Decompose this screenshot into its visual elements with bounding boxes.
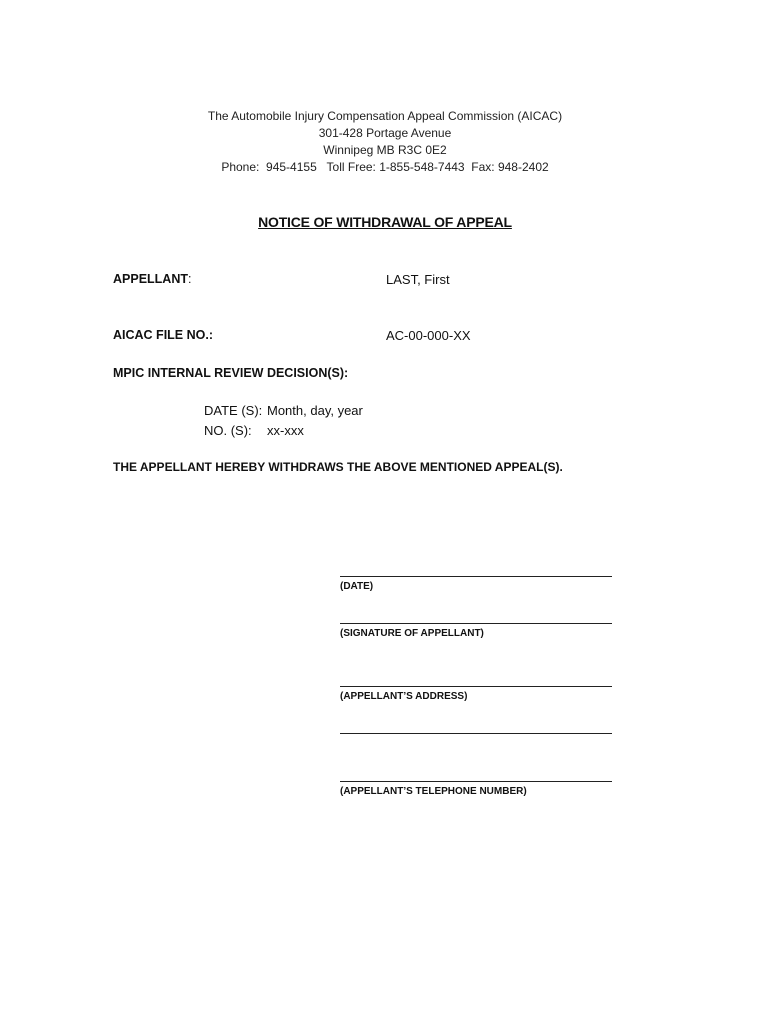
decision-number-key: NO. (S): bbox=[204, 423, 252, 438]
file-number-value: AC-00-000-XX bbox=[386, 328, 471, 343]
decision-date-value: Month, day, year bbox=[267, 403, 363, 418]
signature-line-label: (SIGNATURE OF APPELLANT) bbox=[340, 628, 484, 639]
document-title: NOTICE OF WITHDRAWAL OF APPEAL bbox=[258, 214, 512, 230]
address-second-line bbox=[340, 733, 612, 734]
date-signature-line bbox=[340, 576, 612, 577]
appellant-label bbox=[113, 272, 191, 286]
address-signature-line bbox=[340, 686, 612, 687]
decision-date-line bbox=[204, 403, 363, 418]
date-line-label: (DATE) bbox=[340, 581, 374, 592]
header-street-address: 301-428 Portage Avenue bbox=[318, 126, 452, 140]
header-city-postal: Winnipeg MB R3C 0E2 bbox=[323, 143, 447, 157]
decision-number-value: xx-xxx bbox=[267, 423, 304, 438]
appellant-label-text: APPELLANT bbox=[113, 272, 188, 286]
file-number-label: AICAC FILE NO.: bbox=[113, 328, 213, 342]
telephone-signature-line bbox=[340, 781, 612, 782]
withdrawal-statement: THE APPELLANT HEREBY WITHDRAWS THE ABOVE MENTIONED APPEAL(S). bbox=[113, 460, 563, 474]
telephone-line-label: (APPELLANT’S TELEPHONE NUMBER) bbox=[340, 786, 527, 797]
appellant-label-colon: : bbox=[188, 272, 192, 286]
address-line-label: (APPELLANT’S ADDRESS) bbox=[340, 691, 468, 702]
appellant-signature-line bbox=[340, 623, 612, 624]
review-decision-label: MPIC INTERNAL REVIEW DECISION(S): bbox=[113, 366, 349, 380]
header-contact-numbers: Phone: 945-4155 Toll Free: 1-855-548-7443 Fax: 948-2402 bbox=[221, 160, 549, 174]
header-commission-name: The Automobile Injury Compensation Appeal Commission (AICAC) bbox=[207, 109, 563, 123]
decision-number-line bbox=[204, 423, 304, 438]
appellant-name-value: LAST, First bbox=[386, 272, 450, 287]
commission-header bbox=[0, 108, 770, 176]
decision-date-key: DATE (S): bbox=[204, 403, 263, 418]
